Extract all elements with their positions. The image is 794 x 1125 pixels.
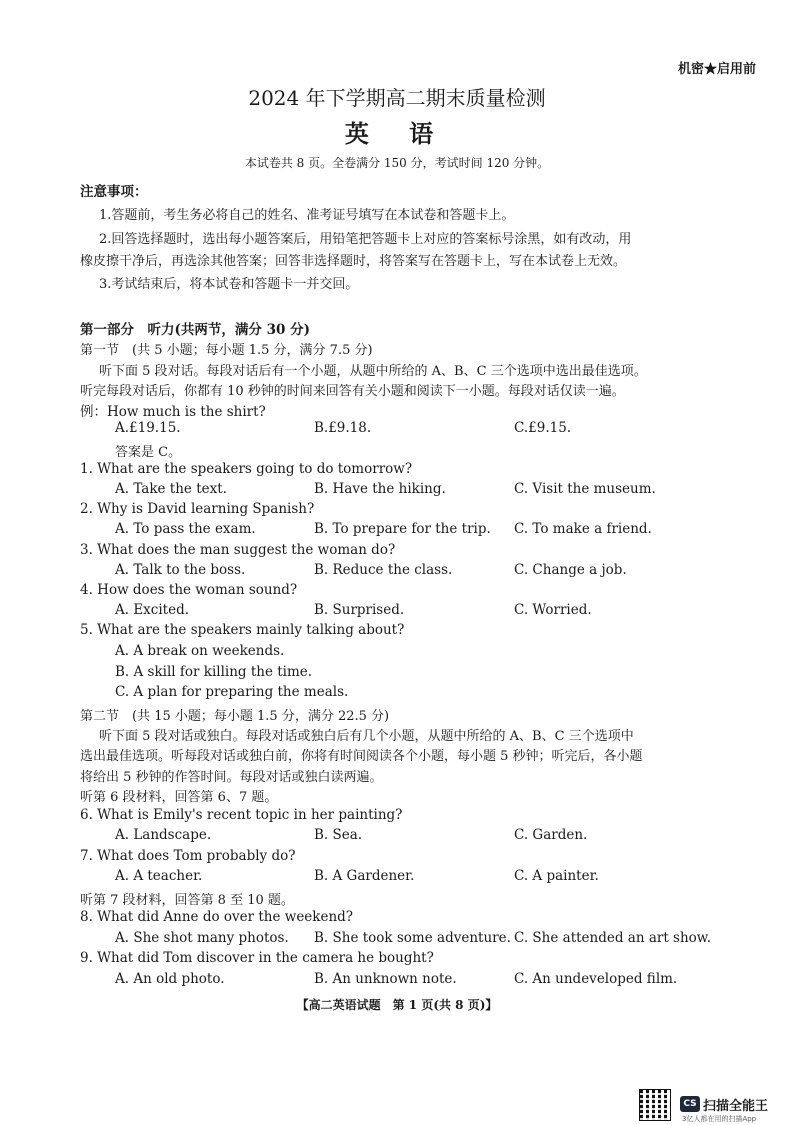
subject-title: 英 语 — [344, 119, 450, 148]
question-stem: 3. What does the man suggest the woman do? — [80, 542, 396, 558]
question-stem: 9. What did Tom discover in the camera he bought? — [80, 950, 434, 966]
question-stem: 1. What are the speakers going to do tomorrow? — [80, 461, 413, 477]
option-a: A. Landscape. — [115, 827, 212, 843]
option-c: C. A plan for preparing the meals. — [115, 684, 349, 700]
question-stem: 2. Why is David learning Spanish? — [80, 501, 315, 517]
example-option-a: A.£19.15. — [115, 420, 181, 436]
material-label: 听第 7 段材料，回答第 8 至 10 题。 — [80, 893, 294, 908]
example-question: 例：How much is the shirt? — [80, 404, 266, 420]
option-a: A. A break on weekends. — [115, 643, 285, 659]
question-stem: 5. What are the speakers mainly talking about? — [80, 622, 405, 638]
note-item: 3.考试结束后，将本试卷和答题卡一并交回。 — [99, 277, 359, 292]
option-c: C. She attended an art show. — [514, 930, 712, 946]
section2-instruction: 选出最佳选项。听每段对话或独白前，你将有时间阅读各个小题，每小题 5 秒钟；听完后，各小题 — [80, 749, 643, 764]
section2-instruction: 将给出 5 秒钟的作答时间。每段对话或独白读两遍。 — [80, 770, 383, 785]
example-option-c: C.£9.15. — [514, 420, 572, 436]
scanner-app-name: 扫描全能王 — [703, 1099, 769, 1114]
example-option-b: B.£9.18. — [314, 420, 372, 436]
exam-info: 本试卷共 8 页。全卷满分 150 分，考试时间 120 分钟。 — [244, 156, 550, 170]
confidential-label: 机密★启用前 — [677, 62, 756, 77]
option-b: B. A skill for killing the time. — [115, 664, 313, 680]
option-b: B. Sea. — [314, 827, 363, 843]
option-c: C. To make a friend. — [514, 521, 652, 537]
section1-heading: 第一节 (共 5 小题；每小题 1.5 分，满分 7.5 分) — [80, 343, 373, 358]
option-b: B. Surprised. — [314, 602, 405, 618]
page-footer: 【高二英语试题 第 1 页(共 8 页)】 — [296, 998, 498, 1012]
option-c: C. Visit the museum. — [514, 481, 656, 497]
option-b: B. A Gardener. — [314, 868, 415, 884]
note-item: 2.回答选择题时，选出每小题答案后，用铅笔把答题卡上对应的答案标号涂黑，如有改动，用 — [99, 232, 632, 247]
qr-code-icon — [640, 1090, 670, 1120]
option-a: A. A teacher. — [115, 868, 203, 884]
option-a: A. Take the text. — [115, 481, 227, 497]
option-a: A. Talk to the boss. — [115, 562, 246, 578]
option-c: C. Garden. — [514, 827, 588, 843]
note-item: 橡皮擦干净后，再选涂其他答案；回答非选择题时，将答案写在答题卡上，写在本试卷上无效。 — [80, 254, 627, 269]
section1-instruction: 听下面 5 段对话。每段对话后有一个小题，从题中所给的 A、B、C 三个选项中选出最佳选项。 — [99, 364, 647, 379]
question-stem: 6. What is Emily's recent topic in her painting? — [80, 807, 403, 823]
option-a: A. To pass the exam. — [115, 521, 256, 537]
option-b: B. She took some adventure. — [314, 930, 511, 946]
option-b: B. To prepare for the trip. — [314, 521, 491, 537]
option-a: A. She shot many photos. — [115, 930, 289, 946]
option-c: C. An undeveloped film. — [514, 971, 678, 987]
scanner-tagline: 3亿人都在用的扫描App — [682, 1115, 757, 1123]
note-item: 1.答题前，考生务必将自己的姓名、准考证号填写在本试卷和答题卡上。 — [99, 208, 515, 223]
material-label: 听第 6 段材料，回答第 6、7 题。 — [80, 790, 278, 805]
section2-heading: 第二节 (共 15 小题；每小题 1.5 分，满分 22.5 分) — [80, 709, 390, 724]
option-b: B. An unknown note. — [314, 971, 457, 987]
example-answer: 答案是 C。 — [115, 445, 182, 460]
option-c: C. Change a job. — [514, 562, 627, 578]
exam-title: 2024 年下学期高二期末质量检测 — [248, 86, 546, 110]
question-stem: 8. What did Anne do over the weekend? — [80, 909, 354, 925]
option-b: B. Have the hiking. — [314, 481, 446, 497]
option-c: C. A painter. — [514, 868, 599, 884]
notes-heading: 注意事项： — [80, 184, 148, 200]
option-a: A. An old photo. — [115, 971, 225, 987]
question-stem: 7. What does Tom probably do? — [80, 848, 296, 864]
option-b: B. Reduce the class. — [314, 562, 453, 578]
option-a: A. Excited. — [115, 602, 190, 618]
camscanner-logo-icon: CS — [680, 1096, 700, 1112]
part1-heading: 第一部分 听力(共两节，满分 30 分) — [80, 322, 310, 338]
section2-instruction: 听下面 5 段对话或独白。每段对话或独白后有几个小题，从题中所给的 A、B、C 三个选项中 — [99, 729, 634, 744]
question-stem: 4. How does the woman sound? — [80, 582, 298, 598]
option-c: C. Worried. — [514, 602, 592, 618]
section1-instruction: 听完每段对话后，你都有 10 秒钟的时间来回答有关小题和阅读下一小题。每段对话仅读一遍。 — [80, 384, 625, 399]
